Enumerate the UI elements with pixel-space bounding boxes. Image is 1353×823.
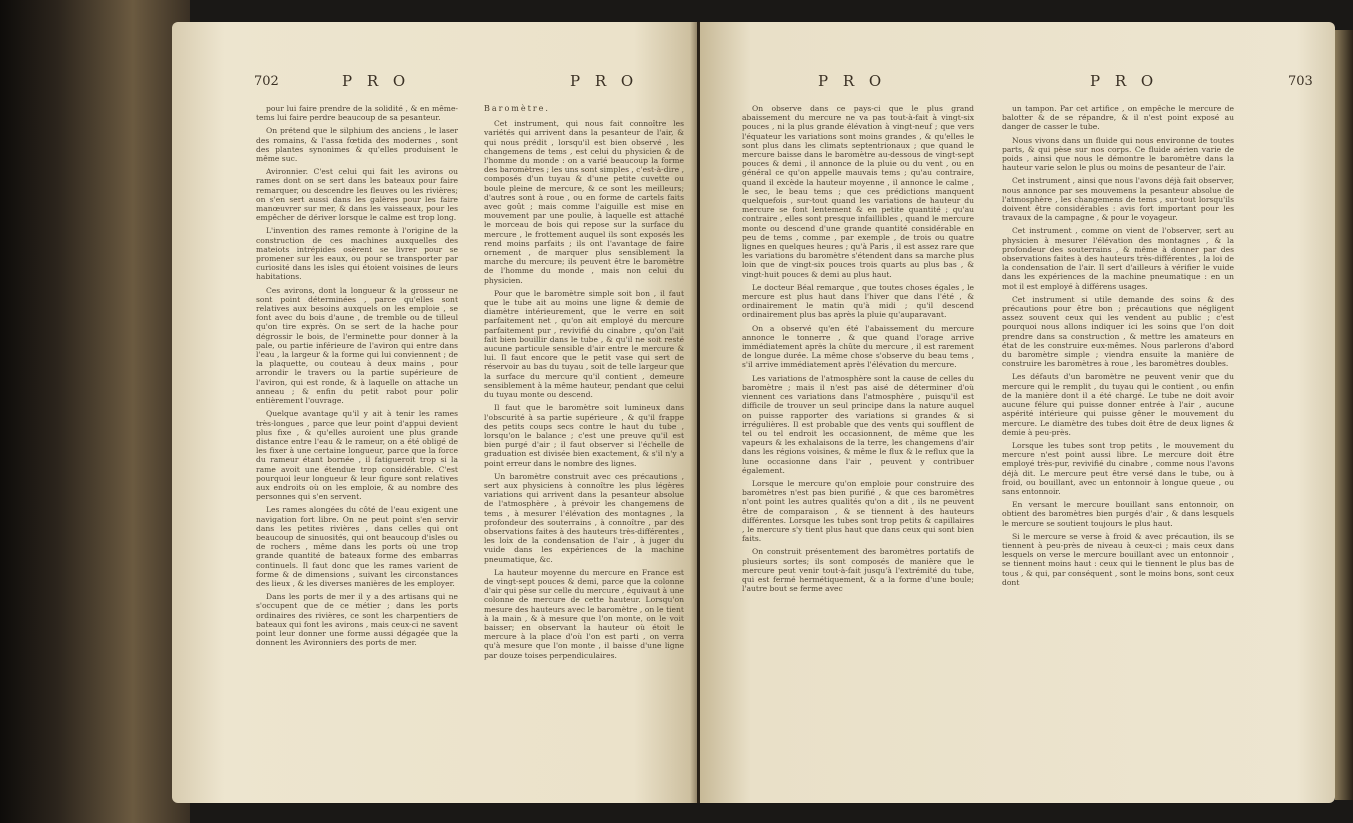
paragraph: On observe dans ce pays-ci que le plus grand abaissement du mercure ne va pas tout-à-fait à vingt-six pouces , ni la plus grande élévation à vingt-neuf ; que vers l'équateur les variations sont moins grandes , & qu'elles le sont plus dans les climats septentrionaux ; que quand le mercure baisse dans le baromètre au-dessous de vingt-sept pouces & demi , il annonce de la pluie ou du vent , ou en général ce qu'on appelle mauvais tems ; qu'au contraire, quand il excède la hauteur moyenne , il annonce le calme , le sec, le beau tems ; que ces prédictions manquent quelquefois , sur-tout quand les variations de hauteur du mercure se font lentement & en petite quantité ; qu'au contraire , elles sont presque infaillibles , quand le mercure monte ou descend d'une grande quantité considérable en peu de tems , comme , par exemple , de trois ou quatre lignes en quelques heures ; qu'à Paris , il est assez rare que les variations du baromètre s'étendent dans sa marche plus loin que de vingt-six pouces trois quarts au plus bas , & vingt-huit pouces & demi au plus haut. xyxy=(742,104,974,279)
right-page-column-1 xyxy=(742,104,974,597)
paragraph: Cet instrument, qui nous fait connoître les variétés qui arrivent dans la pesanteur de l'air, & qui nous prédit , lorsqu'il est bien observé , les changemens de tems , est celui du physicien & de l'homme du monde : on a varié beaucoup la forme des baromètres ; les uns sont simples , c'est-à-dire , composés d'un tuyau & d'une petite cuvette ou boule pleine de mercure, & ce sont les meilleurs; d'autres sont à roue , ou en forme de cartels faits avec goût ; mais comme l'aiguille est mise en mouvement par une poulie, à laquelle est attaché le morceau de bois qui repose sur la surface du mercure , le frottement auquel ils sont exposés les rend moins parfaits ; ils ont l'avantage de faire ornement , de marquer plus sensiblement la marche du mercure; ils peuvent être le baromètre de l'homme du monde , mais non celui du physicien. xyxy=(484,119,684,285)
paragraph: pour lui faire prendre de la solidité , & en même-tems lui faire perdre beaucoup de sa pesanteur. xyxy=(256,104,458,123)
left-page-header-right: P R O xyxy=(570,72,639,90)
paragraph: Ces avirons, dont la longueur & la grosseur ne sont point déterminées , parce qu'elles sont relatives aux besoins auxquels on les emploie , se font avec du bois d'aune , de tremble ou de tilleul qu'on tire exprès. On se sert de la hache pour dégrossir le bois, de l'erminette pour donner à la pale, ou partie inférieure de l'aviron qui entre dans l'eau , la largeur & la forme qui lui conviennent ; de la plaquette, ou couteau à deux mains , pour arrondir le travers ou la partie supérieure de l'aviron, qui est ronde, & à laquelle on attache un anneau ; & enfin du petit rabot pour polir entièrement l'ouvrage. xyxy=(256,285,458,406)
paragraph: Les rames alongées du côté de l'eau exigent une navigation fort libre. On ne peut point s'en servir dans les petites rivières , dans celles qui ont beaucoup de sinuosités, qui ont beaucoup d'isles ou de rochers , même dans les ports où une trop grande quantité de bateaux forme des embarras continuels. Il faut donc que les rames varient de forme & de dimensions , suivant les circonstances des lieux , & les diverses manières de les employer. xyxy=(256,505,458,588)
book-spine xyxy=(0,0,190,823)
section-title-barometre: Baromètre. xyxy=(484,104,550,113)
paragraph: Les défauts d'un baromètre ne peuvent venir que du mercure qui le remplit , du tuyau qui le contient , ou enfin de la manière dont il a été chargé. Le tube ne doit avoir aucune félure qui puisse donner entrée à l'air , aucune aspérité intérieure qui puisse gêner le mouvement du mercure. Le diamètre des tubes doit être de deux lignes & demie à peu-près. xyxy=(1002,372,1234,437)
page-edge xyxy=(1335,30,1353,800)
paragraph: Cet instrument si utile demande des soins & des précautions pour être bon ; précautions que négligent assez souvent ceux qui les vendent au public ; c'est pourquoi nous allons indiquer ici les soins que l'on doit prendre dans sa construction , & mettre les amateurs en état de les construire eux-mêmes. Nous parlerons d'abord du baromètre simple ; viendra ensuite la manière de construire les baromètres à roue , les baromètres doubles. xyxy=(1002,294,1234,369)
paragraph: Avironnier. C'est celui qui fait les avirons ou rames dont on se sert dans les bateaux pour faire remarquer, ou descendre les fleuves ou les rivières; on s'en sert aussi dans les galères pour les faire manœuvrer sur mer, & dans les vaisseaux, pour les empêcher de dériver lorsque le calme est trop long. xyxy=(256,167,458,223)
right-page-header-right: P R O xyxy=(1090,72,1159,90)
left-page xyxy=(172,22,697,803)
left-page-column-2 xyxy=(484,104,684,664)
paragraph: Pour que le baromètre simple soit bon , il faut que le tube ait au moins une ligne & demie de diamètre intérieurement, que le verre en soit parfaitement net , qu'on ait employé du mercure parfaitement pur , revivifié du cinabre , qu'on l'ait fait bien bouillir dans le tube , & qu'il ne soit resté aucune particule sensible d'air entre le mercure & lui. Il faut encore que le petit vase qui sert de réservoir au bas du tuyau , soit de telle largeur que la surface du mercure qu'il contient , demeure sensiblement à la même hauteur, pendant que celui du tuyau monte ou descend. xyxy=(484,288,684,400)
paragraph: un tampon. Par cet artifice , on empêche le mercure de balotter & de se répandre, & il n'est point exposé au danger de casser le tube. xyxy=(1002,104,1234,132)
paragraph: Les variations de l'atmosphère sont la cause de celles du baromètre ; mais il n'est pas aisé de déterminer d'où viennent ces variations dans l'atmosphère , puisqu'il est difficile de trouver un seul principe dans la nature auquel on puisse rapporter des variations si grandes & si irrégulières. Il est probable que des vents qui soufflent de tel ou tel endroit les occasionnent, de même que les vapeurs & les exhalaisons de la terre, les changemens d'air dans les régions voisines, & même le flux & le reflux que la lune occasionne dans l'air , peuvent y contribuer également. xyxy=(742,373,974,475)
right-page-header-left: P R O xyxy=(818,72,887,90)
paragraph: Cet instrument , comme on vient de l'observer, sert au physicien à mesurer l'élévation des montagnes , & la profondeur des souterrains , & même à donner par des observations faites à des hauteurs très-différentes , la loi de la condensation de l'air. Il sert d'ailleurs à vérifier le vuide dans les expériences de la machine pneumatique : en un mot il est employé à différens usages. xyxy=(1002,226,1234,291)
paragraph: Un baromètre construit avec ces précautions , sert aux physiciens à connoître les plus légères variations qui arrivent dans la pesanteur absolue de l'atmosphère , à prévoir les changemens de tems , à mesurer l'élévation des montagnes , la profondeur des souterrains , à connoître , par des observations faites à des hauteurs très-différentes , les loix de la condensation de l'air , à juger du vuide dans les expériences de la machine pneumatique, &c. xyxy=(484,471,684,564)
paragraph: Lorsque les tubes sont trop petits , le mouvement du mercure n'est point aussi libre. Le mercure doit être employé très-pur, revivifié du cinabre , comme nous l'avons déjà dit. Le mercure peut être versé dans le tube, ou à froid, ou bouillant, avec un entonnoir à longue queue , ou sans entonnoir. xyxy=(1002,440,1234,496)
paragraph: On a observé qu'en été l'abaissement du mercure annonce le tonnerre , & que quand l'orage arrive immédiatement après la chûte du mercure , il est rarement de longue durée. La même chose s'observe du beau tems , s'il arrive immédiatement après l'élévation du mercure. xyxy=(742,323,974,370)
paragraph: Si le mercure se verse à froid & avec précaution, ils se tiennent à peu-près de niveau à ceux-ci ; mais ceux dans lesquels on verse le mercure bouillant avec un entonnoir , se tiennent moins haut : ceux qui le tiennent le plus bas de tous , & qui, par conséquent , sont le moins bons, sont ceux dont xyxy=(1002,531,1234,587)
right-page-number: 703 xyxy=(1288,74,1313,89)
paragraph: Dans les ports de mer il y a des artisans qui ne s'occupent que de ce métier ; dans les ports ordinaires des rivières, ce sont les charpentiers de bateaux qui font les avirons , mais ceux-ci ne savent point leur donner une forme aussi dégagée que la donnent les Avironniers des ports de mer. xyxy=(256,592,458,648)
left-page-column-1 xyxy=(256,104,458,651)
paragraph: Nous vivons dans un fluide qui nous environne de toutes parts, & qui pèse sur nos corps. Ce fluide aérien varie de poids , ainsi que nous le démontre le baromètre dans la hauteur varie selon le plus ou moins de pesanteur de l'air. xyxy=(1002,135,1234,173)
paragraph: Il faut que le baromètre soit lumineux dans l'obscurité à sa partie supérieure , & qu'il frappe des petits coups secs contre le haut du tube , lorsqu'on le balance ; c'est une preuve qu'il est bien purgé d'air ; il faut observer si l'échelle de graduation est divisée bien exactement, & s'il n'y a point erreur dans le nombre des lignes. xyxy=(484,403,684,468)
paragraph: En versant le mercure bouillant sans entonnoir, on obtient des baromètres bien purgés d'air , & dans lesquels le mercure se soutient toujours le plus haut. xyxy=(1002,500,1234,528)
paragraph: Cet instrument , ainsi que nous l'avons déjà fait observer, nous annonce par ses mouvemens la pesanteur absolue de l'atmosphère , les changemens de tems , sur-tout lorsqu'ils doivent être considérables : avis fort important pour les travaux de la campagne , & pour le voyageur. xyxy=(1002,176,1234,223)
paragraph: On construit présentement des baromètres portatifs de plusieurs sortes; ils sont composés de manière que le mercure peut venir tout-à-fait jusqu'à l'extrémité du tube, qui est fermé hermétiquement, & a la forme d'une boule; l'autre bout se ferme avec xyxy=(742,547,974,594)
right-page xyxy=(700,22,1335,803)
paragraph: La hauteur moyenne du mercure en France est de vingt-sept pouces & demi, parce que la colonne d'air qui pèse sur celle du mercure , équivaut à une colonne de mercure de cette hauteur. Lorsqu'on mesure des hauteurs avec le baromètre , on le tient à la main , & à mesure que l'on monte, on le voit baisser; en observant la hauteur où étoit le mercure à la place d'où l'on est parti , on verra qu'à mesure que l'on monte , il baisse d'une ligne par douze toises perpendiculaires. xyxy=(484,567,684,660)
paragraph: Quelque avantage qu'il y ait à tenir les rames très-longues , parce que leur point d'appui devient plus fixe , & qu'elles auroient une plus grande distance entre l'eau & le rameur, on a été obligé de les fixer à une certaine longueur, parce que la force du rameur étant bornée , il fatigueroit trop si la rame avoit une étendue trop considérable. C'est pourquoi leur longueur & leur figure sont relatives aux endroits où on les emploie, & au nombre des personnes qui s'en servent. xyxy=(256,409,458,502)
left-page-number: 702 xyxy=(254,74,279,89)
paragraph: L'invention des rames remonte à l'origine de la construction de ces machines auxquelles des mateiots intrépides osèrent se livrer pour se promener sur les eaux, ou pour se transporter par curiosité dans les isles qui étoient voisines de leurs habitations. xyxy=(256,226,458,282)
paragraph: Le docteur Béal remarque , que toutes choses égales , le mercure est plus haut dans l'hiver que dans l'été , & ordinairement le matin qu'à midi ; qu'il descend ordinairement plus bas après la pluie qu'auparavant. xyxy=(742,282,974,320)
left-page-header-left: P R O xyxy=(342,72,411,90)
paragraph: Lorsque le mercure qu'on emploie pour construire des baromètres n'est pas bien purifié , & que ces baromètres n'ont point les autres qualités qu'on a dit , ils ne peuvent être de comparaison , & se tiennent à des hauteurs différentes. Lorsque les tubes sont trop petits & capillaires , le mercure s'y tient plus haut que dans ceux qui sont bien faits. xyxy=(742,478,974,544)
right-page-column-2 xyxy=(1002,104,1234,591)
paragraph: On prétend que le silphium des anciens , le laser des romains, & l'assa fœtida des modernes , sont des plantes synonimes & qu'elles produisent le même suc. xyxy=(256,126,458,164)
